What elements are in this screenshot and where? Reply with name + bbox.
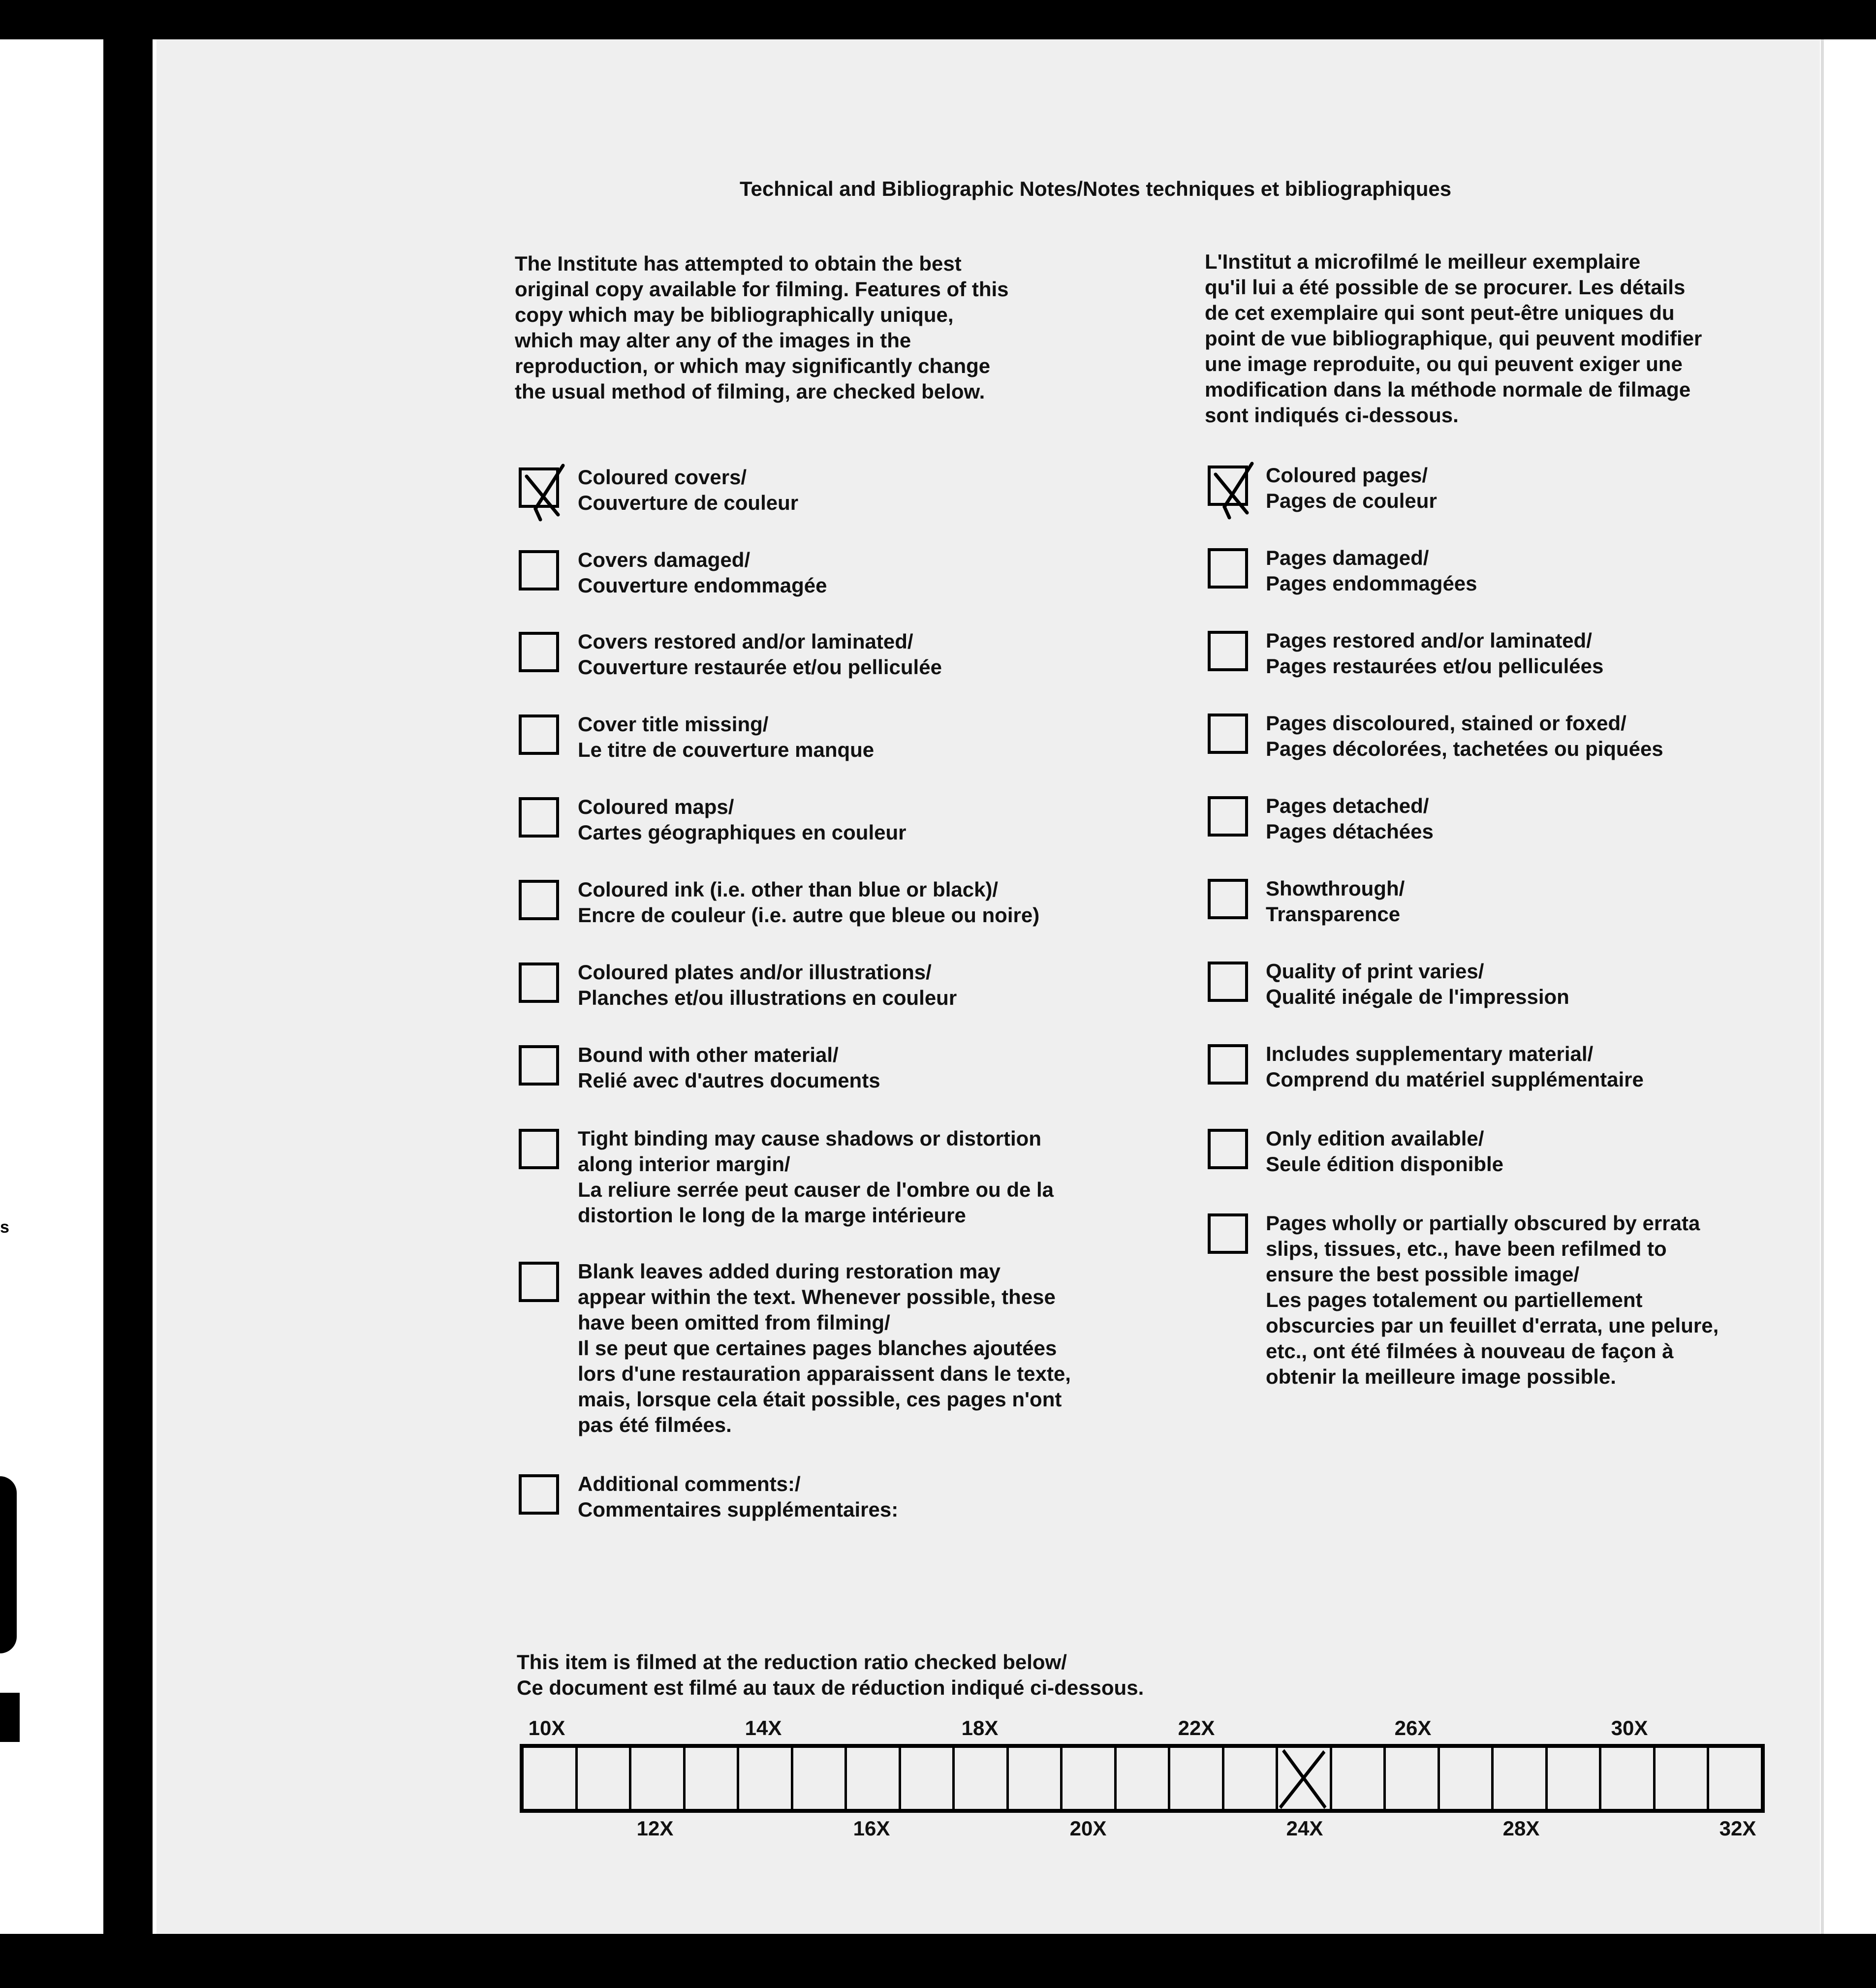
right-checkbox-4[interactable] — [1208, 714, 1248, 754]
left-item-label: Additional comments:/ Commentaires supplémentaires: — [578, 1472, 899, 1521]
right-item-label: Coloured pages/ Pages de couleur — [1266, 464, 1437, 512]
ratio-cell[interactable] — [631, 1748, 686, 1809]
right-checkbox-7[interactable] — [1208, 962, 1248, 1002]
ratio-cell[interactable] — [955, 1748, 1009, 1809]
left-intro-text: The Institute has attempted to obtain the best original copy available for filming. Features of this copy which may be bibliographically unique, which may alter any of the images in the reproduction, or which may significantly change the usual method of filming, are checked below. — [515, 252, 1009, 403]
right-checkbox-8[interactable] — [1208, 1044, 1248, 1085]
ratio-cell[interactable] — [1063, 1748, 1117, 1809]
ratio-cell[interactable] — [1709, 1748, 1761, 1809]
ratio-cell[interactable] — [1278, 1748, 1332, 1809]
ratio-cell[interactable] — [847, 1748, 901, 1809]
left-checkbox-6[interactable] — [519, 880, 559, 920]
edge-artifact — [0, 1476, 17, 1653]
right-checkbox-6[interactable] — [1208, 879, 1248, 919]
right-item-label: Quality of print varies/ Qualité inégale de l'impression — [1266, 960, 1569, 1008]
left-item-label: Coloured ink (i.e. other than blue or black)/ Encre de couleur (i.e. autre que bleue ou noire) — [578, 878, 1040, 927]
ratio-cell[interactable] — [1440, 1748, 1494, 1809]
left-checkbox-7[interactable] — [519, 963, 559, 1003]
left-item-label: Blank leaves added during restoration may appear within the text. Whenever possible, these have been omitted from filming/ Il se peut que certaines pages blanches ajoutées lors d'une restauration apparaissent dans le texte, mais, lorsque cela était possible, ces pages n'ont pas été filmées. — [578, 1260, 1071, 1436]
left-checkbox-11[interactable] — [519, 1474, 559, 1515]
reduction-ratio-grid — [520, 1744, 1765, 1813]
left-item-label: Cover title missing/ Le titre de couverture manque — [578, 713, 875, 761]
reduction-ratio-text: This item is filmed at the reduction ratio checked below/ Ce document est filmé au taux de réduction indiqué ci-dessous. — [517, 1650, 1144, 1699]
ratio-cell[interactable] — [1601, 1748, 1656, 1809]
ratio-cell[interactable] — [1224, 1748, 1279, 1809]
check-x-icon — [516, 462, 570, 526]
film-frame-bottom — [0, 1934, 1876, 1988]
check-x-icon — [1278, 1748, 1330, 1809]
ratio-cell[interactable] — [1117, 1748, 1171, 1809]
left-checkbox-3[interactable] — [519, 632, 559, 672]
left-item-label: Covers damaged/ Couverture endommagée — [578, 548, 827, 597]
left-item-label: Tight binding may cause shadows or distortion along interior margin/ La reliure serrée peut causer de l'ombre ou de la distortion le long de la marge intérieure — [578, 1127, 1054, 1227]
ratio-cell[interactable] — [524, 1748, 578, 1809]
right-checkbox-5[interactable] — [1208, 796, 1248, 837]
film-frame-top — [0, 0, 1876, 39]
right-item-label: Only edition available/ Seule édition disponible — [1266, 1127, 1504, 1176]
ratio-label-top: 14X — [745, 1716, 782, 1740]
notes-sheet — [156, 39, 1820, 1934]
ratio-label-top: 10X — [528, 1716, 565, 1740]
right-item-label: Pages detached/ Pages détachées — [1266, 794, 1434, 843]
ratio-cell[interactable] — [1548, 1748, 1602, 1809]
left-checkbox-5[interactable] — [519, 797, 559, 838]
right-item-label: Pages discoloured, stained or foxed/ Pages décolorées, tachetées ou piquées — [1266, 712, 1663, 760]
left-checkbox-10[interactable] — [519, 1262, 559, 1302]
ratio-label-top: 26X — [1394, 1716, 1432, 1740]
ratio-label-bottom: 20X — [1069, 1817, 1107, 1840]
right-item-label: Pages damaged/ Pages endommagées — [1266, 546, 1477, 595]
left-item-label: Bound with other material/ Relié avec d'autres documents — [578, 1043, 880, 1092]
left-checkbox-8[interactable] — [519, 1045, 559, 1086]
right-item-label: Showthrough/ Transparence — [1266, 877, 1405, 926]
left-item-label: Covers restored and/or laminated/ Couverture restaurée et/ou pelliculée — [578, 630, 942, 679]
right-checkbox-1[interactable] — [1208, 466, 1248, 506]
ratio-label-bottom: 24X — [1286, 1817, 1323, 1840]
ratio-cell[interactable] — [901, 1748, 955, 1809]
right-item-label: Pages wholly or partially obscured by errata slips, tissues, etc., have been refilmed to ensure the best possible image/ Les pages totalement ou partiellement obscurcies par un feuillet d'errata, une pelure, etc., ont été filmées à nouveau de façon à obtenir la meilleure image possible. — [1266, 1211, 1719, 1388]
page-title: Technical and Bibliographic Notes/Notes techniques et bibliographiques — [740, 177, 1452, 200]
edge-artifact-rect — [0, 1693, 20, 1742]
right-checkbox-2[interactable] — [1208, 548, 1248, 589]
left-item-label: Coloured maps/ Cartes géographiques en couleur — [578, 795, 907, 844]
ratio-label-bottom: 12X — [636, 1817, 674, 1840]
left-checkbox-9[interactable] — [519, 1129, 559, 1169]
left-checkbox-2[interactable] — [519, 550, 559, 590]
left-item-label: Coloured plates and/or illustrations/ Planches et/ou illustrations en couleur — [578, 961, 957, 1009]
left-checkbox-1[interactable] — [519, 467, 559, 508]
right-intro-text: L'Institut a microfilmé le meilleur exemplaire qu'il lui a été possible de se procurer. Les détails de cet exemplaire qui sont peut-être uniques du point de vue bibliographique, qui peuvent modifier une image reproduite, ou qui peuvent exiger une modification dans la méthode normale de filmage sont indiqués ci-dessous. — [1205, 250, 1702, 427]
ratio-cell[interactable] — [1332, 1748, 1386, 1809]
check-x-icon — [1205, 460, 1259, 524]
right-checkbox-9[interactable] — [1208, 1129, 1248, 1169]
edge-mark: s — [0, 1218, 9, 1237]
ratio-cell[interactable] — [1494, 1748, 1548, 1809]
left-item-label: Coloured covers/ Couverture de couleur — [578, 466, 799, 514]
ratio-label-bottom: 16X — [853, 1817, 890, 1840]
left-checkbox-4[interactable] — [519, 714, 559, 755]
ratio-label-top: 18X — [961, 1716, 999, 1740]
ratio-cell[interactable] — [1009, 1748, 1063, 1809]
film-frame-left-bar — [103, 30, 153, 1949]
ratio-label-top: 30X — [1611, 1716, 1648, 1740]
ratio-cell[interactable] — [739, 1748, 793, 1809]
ratio-label-bottom: 28X — [1502, 1817, 1540, 1840]
right-item-label: Includes supplementary material/ Comprend du matériel supplémentaire — [1266, 1042, 1644, 1091]
right-item-label: Pages restored and/or laminated/ Pages restaurées et/ou pelliculées — [1266, 629, 1604, 678]
ratio-label-top: 22X — [1178, 1716, 1215, 1740]
ratio-cell[interactable] — [686, 1748, 740, 1809]
ratio-cell[interactable] — [793, 1748, 847, 1809]
right-checkbox-10[interactable] — [1208, 1213, 1248, 1254]
ratio-cell[interactable] — [1170, 1748, 1224, 1809]
ratio-label-bottom: 32X — [1719, 1817, 1756, 1840]
ratio-cell[interactable] — [578, 1748, 632, 1809]
right-checkbox-3[interactable] — [1208, 631, 1248, 671]
ratio-cell[interactable] — [1656, 1748, 1710, 1809]
ratio-cell[interactable] — [1386, 1748, 1440, 1809]
